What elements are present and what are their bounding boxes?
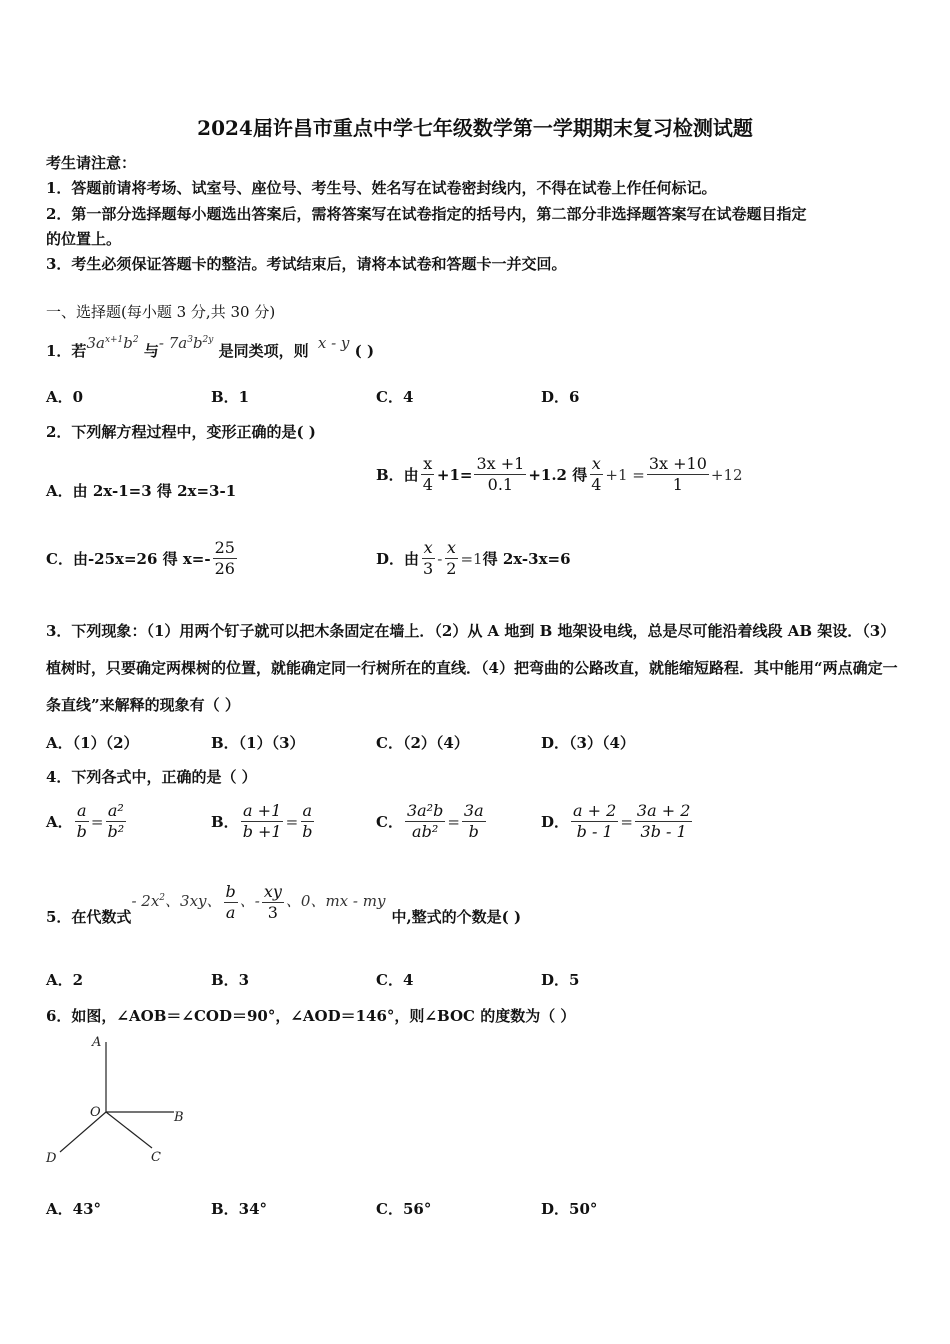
q3-option-a: A．（1）（2） <box>46 734 139 752</box>
q2-option-c: C．由-25x=26 得 x=- $\frac{25}{26}$ <box>46 538 235 578</box>
q6-option-d: D．50° <box>541 1200 598 1218</box>
q4-option-d: D． $\frac{a + 2}{b - 1}$ = $\frac{3a + 2}{3b - 1}$ <box>541 801 691 841</box>
q5-option-a: A．2 <box>46 971 84 989</box>
q2-option-b: B．由 $\frac{x}{4}$ +1= $\frac{3x +1}{0.1}$ +1.2 得 $\frac{x}{4}$ +1 = $\frac{3x +10}{1}$ +12 <box>376 454 743 494</box>
label-d: D <box>46 1151 57 1166</box>
section-heading: 一、选择题(每小题 3 分,共 30 分) <box>46 303 276 321</box>
q5-option-c: C．4 <box>376 971 414 989</box>
label-a: A <box>92 1035 102 1050</box>
notice-item-3: 3．考生必须保证答题卡的整洁。考试结束后，请将本试卷和答题卡一并交回。 <box>46 255 567 273</box>
q1-expr1: $3a^{x+1}b^2$ <box>86 334 139 352</box>
page-title: 2024届许昌市重点中学七年级数学第一学期期末复习检测试题 <box>197 116 753 140</box>
q1-option-b: B．1 <box>211 388 250 406</box>
q3-option-d: D．（3）（4） <box>541 734 635 752</box>
question-1 <box>46 332 375 360</box>
q1-option-d: D．6 <box>541 388 580 406</box>
question-5: 5．在代数式 - $2x^2$、3xy、 $\frac{b}{a}$ 、- $\frac{xy}{3}$ 、0、mx - my 中,整式的个数是( ) <box>46 882 522 926</box>
q1-paren: ( ) <box>354 342 375 360</box>
notice-item-2: 2．第一部分选择题每小题选出答案后，需将答案写在试卷指定的括号内，第二部分非选择题答案写在试卷题目指定 <box>46 205 807 223</box>
label-o: O <box>90 1105 101 1120</box>
question-3: 3．下列现象：（1）用两个钉子就可以把木条固定在墙上．（2）从 A 地到 B 地架设电线，总是尽可能沿着线段 AB 架设．（3）植树时，只要确定两棵树的位置，就能确定同一行树所在的直线．（4）把弯曲的公路改直，就能缩短路程．其中能用“两点确定一条直线”来解释的现象有（ ） <box>46 622 898 714</box>
ray-oc <box>106 1112 152 1148</box>
q4-option-b: B． $\frac{a +1}{b +1}$ = $\frac{a}{b}$ <box>211 801 313 841</box>
q6-option-b: B．34° <box>211 1200 268 1218</box>
q6-option-a: A．43° <box>46 1200 102 1218</box>
q2-option-a: A．由 2x-1=3 得 2x=3-1 <box>46 482 237 500</box>
q1-post: 是同类项，则 <box>218 342 309 360</box>
question-2: 2．下列解方程过程中，变形正确的是( ) <box>46 423 316 441</box>
q6-option-c: C．56° <box>376 1200 432 1218</box>
label-c: C <box>151 1150 161 1165</box>
q1-option-c: C．4 <box>376 388 414 406</box>
q4-option-c: C． $\frac{\text{3a²b}}{\text{ab²}}$ = $\frac{3a}{b}$ <box>376 801 484 841</box>
question-4: 4．下列各式中，正确的是（ ） <box>46 768 257 786</box>
q1-expr2: - $7a^3b^{2y}$ <box>158 334 214 352</box>
q1-mid: 与 <box>143 342 159 360</box>
q5-option-b: B．3 <box>211 971 250 989</box>
question-6: 6．如图，∠AOB＝∠COD＝90°，∠AOD＝146°，则∠BOC 的度数为（ ） <box>46 1007 576 1025</box>
q4-option-a: A． $\frac{a}{b}$ = $\frac{\text{a²}}{\text{b²}}$ <box>46 801 125 841</box>
q1-prefix: 1．若 <box>46 342 87 360</box>
q2-option-d: D．由 $\frac{x}{3}$ - $\frac{x}{2}$ =1 得 2x-3x=6 <box>376 538 571 578</box>
notice-heading: 考生请注意： <box>46 154 137 172</box>
q1-option-a: A．0 <box>46 388 84 406</box>
notice-item-2-cont: 的位置上。 <box>46 230 122 248</box>
angle-figure <box>40 1030 200 1170</box>
notice-item-1: 1．答题前请将考场、试室号、座位号、考生号、姓名写在试卷密封线内，不得在试卷上作任何标记。 <box>46 179 717 197</box>
q3-option-b: B．（1）（3） <box>211 734 305 752</box>
label-b: B <box>174 1110 184 1125</box>
q3-option-c: C．（2）（4） <box>376 734 469 752</box>
q5-option-d: D．5 <box>541 971 580 989</box>
q1-expr3: x - y <box>317 334 350 352</box>
